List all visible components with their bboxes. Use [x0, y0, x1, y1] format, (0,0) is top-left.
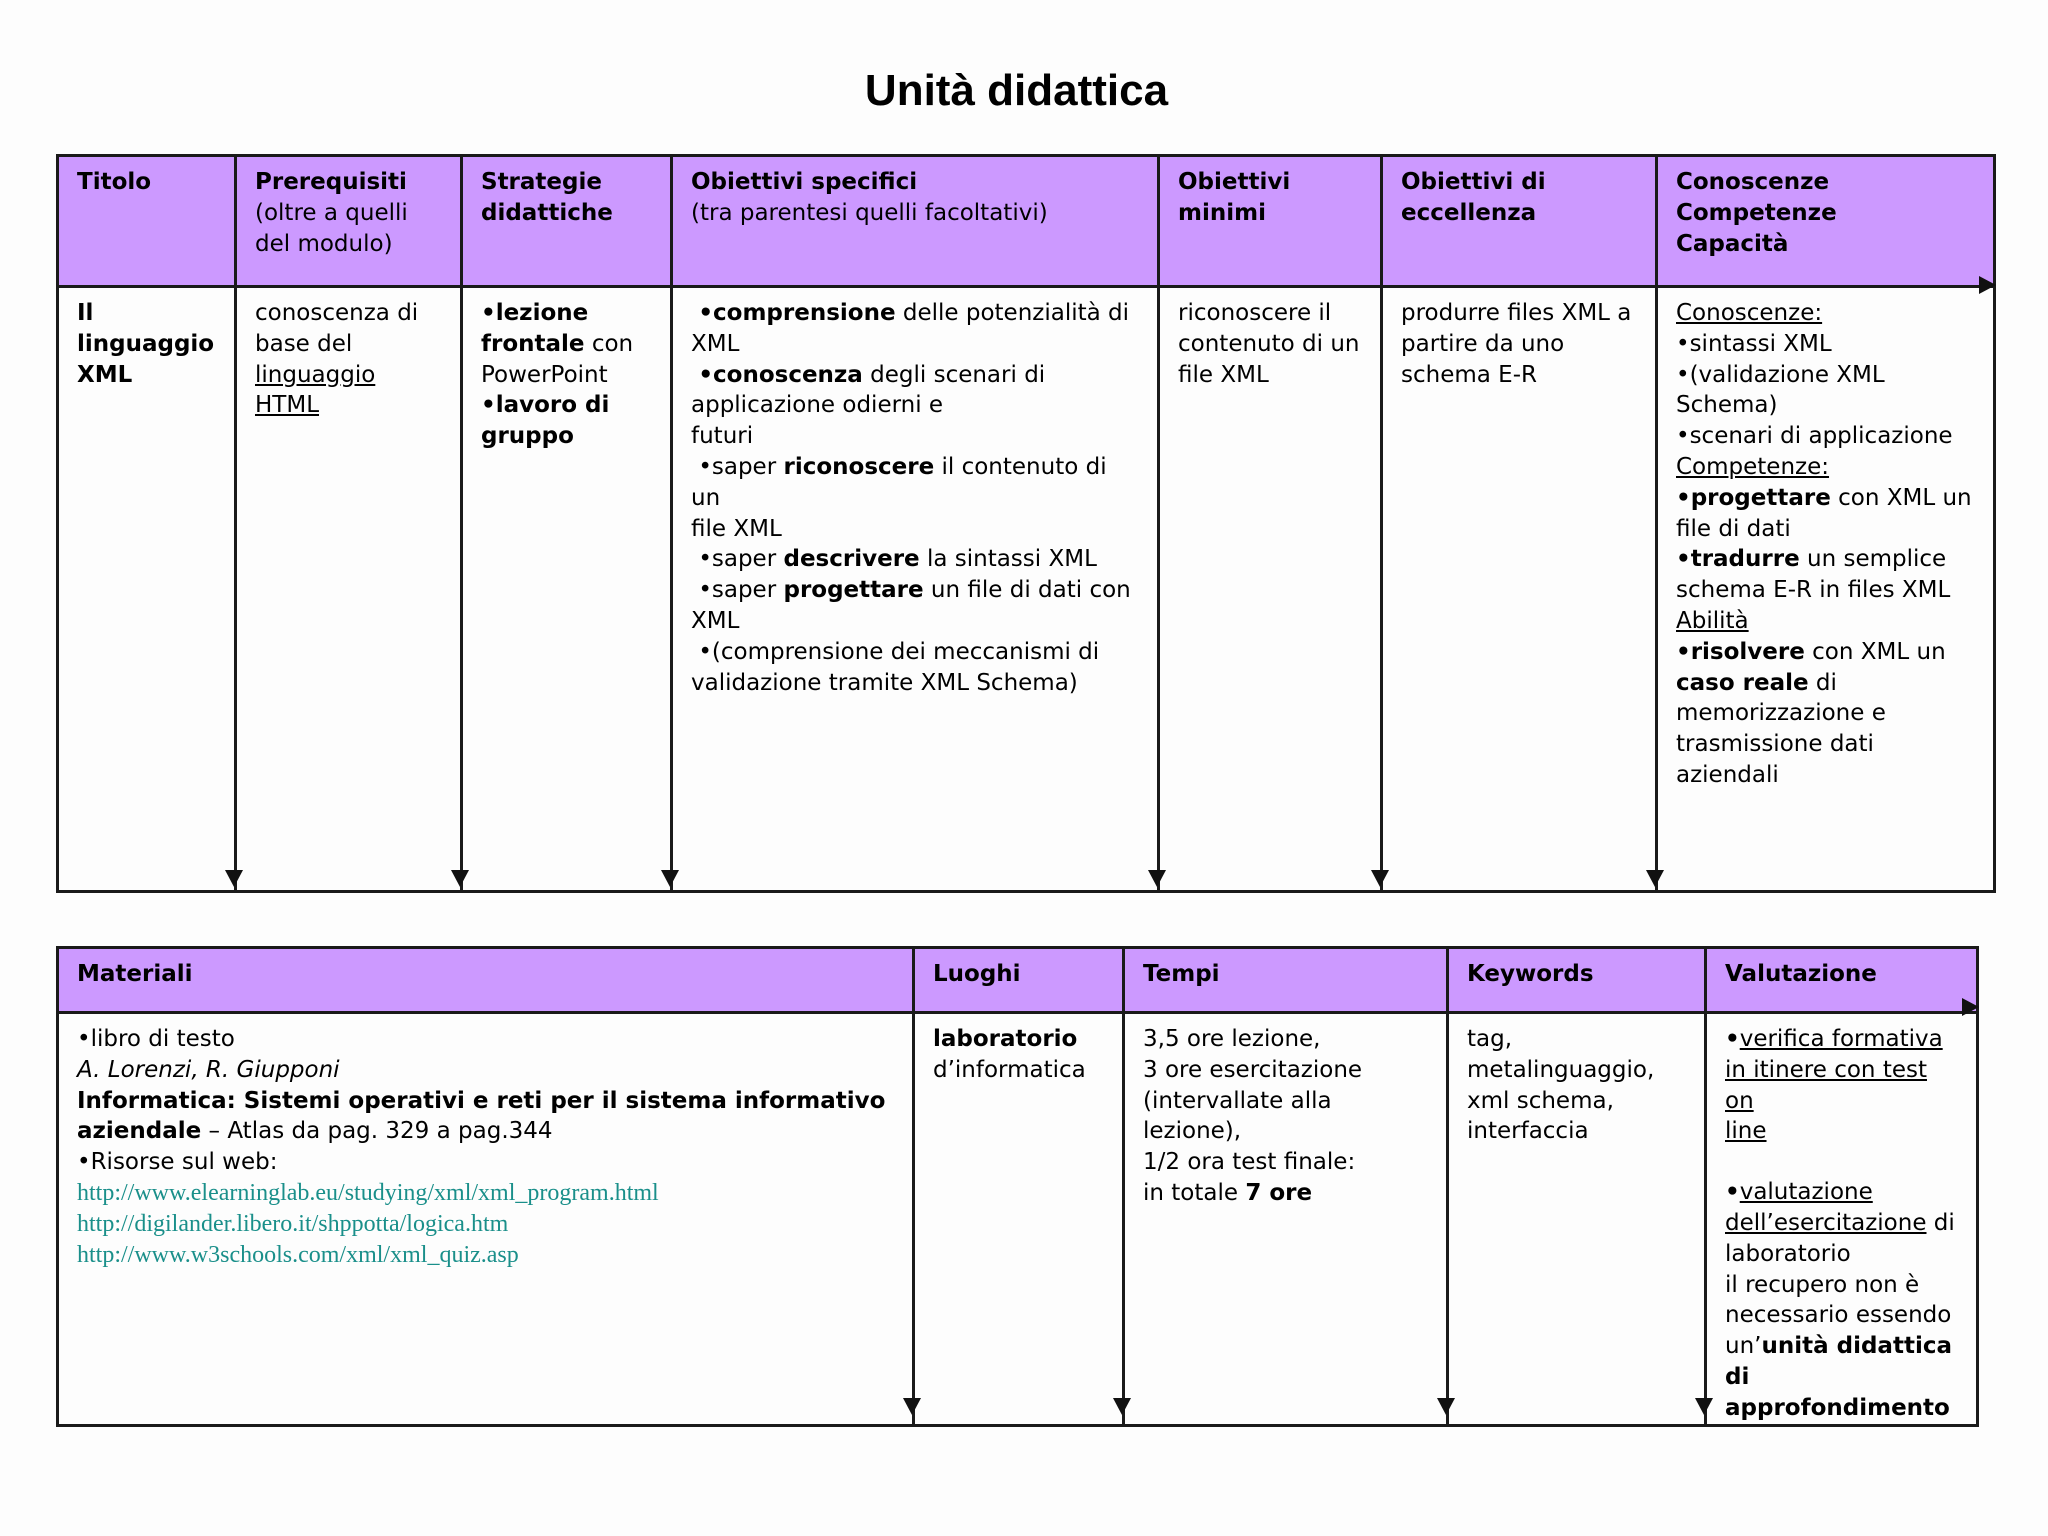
cell-valutazione: •verifica formativa in itinere con test on line •valutazione dell’esercitazione di laboratorio il recupero non è necessario essendo un’unità didattica di approfondimento [1706, 1013, 1978, 1426]
header-keywords: Keywords [1448, 948, 1706, 1013]
cell-materiali: •libro di testo A. Lorenzi, R. Giupponi Informatica: Sistemi operativi e reti per il sistema informativo aziendale – Atlas da pag. 329 a pag.344 •Risorse sul web: http://www.elearninglab.eu/studying/xml/xml_program.html http://digilander.libero.it/shppotta/logica.htm http://www.w3schools.com/xml/xml_quiz.asp [58, 1013, 914, 1426]
header-strategie: Strategie didattiche [462, 156, 672, 287]
cell-prerequisiti: conoscenza di base del linguaggio HTML [236, 287, 462, 892]
header-obiettivi-eccellenza: Obiettivi di eccellenza [1382, 156, 1657, 287]
lesson-plan-table [56, 154, 1996, 893]
resources-table [56, 946, 1979, 1427]
link-w3schools[interactable]: http://www.w3schools.com/xml/xml_quiz.asp [77, 1241, 519, 1268]
cell-tempi: 3,5 ore lezione, 3 ore esercitazione (intervallate alla lezione), 1/2 ora test finale: in totale 7 ore [1124, 1013, 1448, 1426]
link-elearninglab[interactable]: http://www.elearninglab.eu/studying/xml/xml_program.html [77, 1179, 659, 1206]
cell-luoghi: laboratorio d’informatica [914, 1013, 1124, 1426]
cell-obiettivi-minimi: riconoscere il contenuto di un file XML [1159, 287, 1382, 892]
header-obiettivi-specifici: Obiettivi specifici (tra parentesi quelli facoltativi) [672, 156, 1159, 287]
header-prerequisiti: Prerequisiti (oltre a quelli del modulo) [236, 156, 462, 287]
header-luoghi: Luoghi [914, 948, 1124, 1013]
header-tempi: Tempi [1124, 948, 1448, 1013]
page-title: Unità didattica [864, 66, 1169, 115]
header-row [58, 156, 1995, 287]
header-conoscenze: Conoscenze Competenze Capacità [1657, 156, 1995, 287]
cell-obiettivi-eccellenza: produrre files XML a partire da uno schema E-R [1382, 287, 1657, 892]
header-obiettivi-minimi: Obiettivi minimi [1159, 156, 1382, 287]
header-valutazione: Valutazione [1706, 948, 1978, 1013]
content-row [58, 287, 1995, 892]
cell-strategie: •lezione frontale con PowerPoint •lavoro di gruppo [462, 287, 672, 892]
header-materiali: Materiali [58, 948, 914, 1013]
cell-titolo: Il linguaggio XML [58, 287, 236, 892]
header-titolo: Titolo [58, 156, 236, 287]
link-digilander[interactable]: http://digilander.libero.it/shppotta/logica.htm [77, 1210, 509, 1237]
content-row-2 [58, 1013, 1978, 1426]
header-row-2 [58, 948, 1978, 1013]
cell-obiettivi-specifici: •comprensione delle potenzialità di XML •conoscenza degli scenari di applicazione odierni e futuri •saper riconoscere il contenuto di un file XML •saper descrivere la sintassi XML •saper progettare un file di dati con XML •(comprensione dei meccanismi di validazione tramite XML Schema) [672, 287, 1159, 892]
cell-keywords: tag, metalinguaggio, xml schema, interfaccia [1448, 1013, 1706, 1426]
cell-conoscenze: Conoscenze: •sintassi XML •(validazione XML Schema) •scenari di applicazione Competenze: •progettare con XML un file di dati •tradurre un semplice schema E-R in files XML Abilità •risolvere con XML un caso reale di memorizzazione e trasmissione dati aziendali [1657, 287, 1995, 892]
